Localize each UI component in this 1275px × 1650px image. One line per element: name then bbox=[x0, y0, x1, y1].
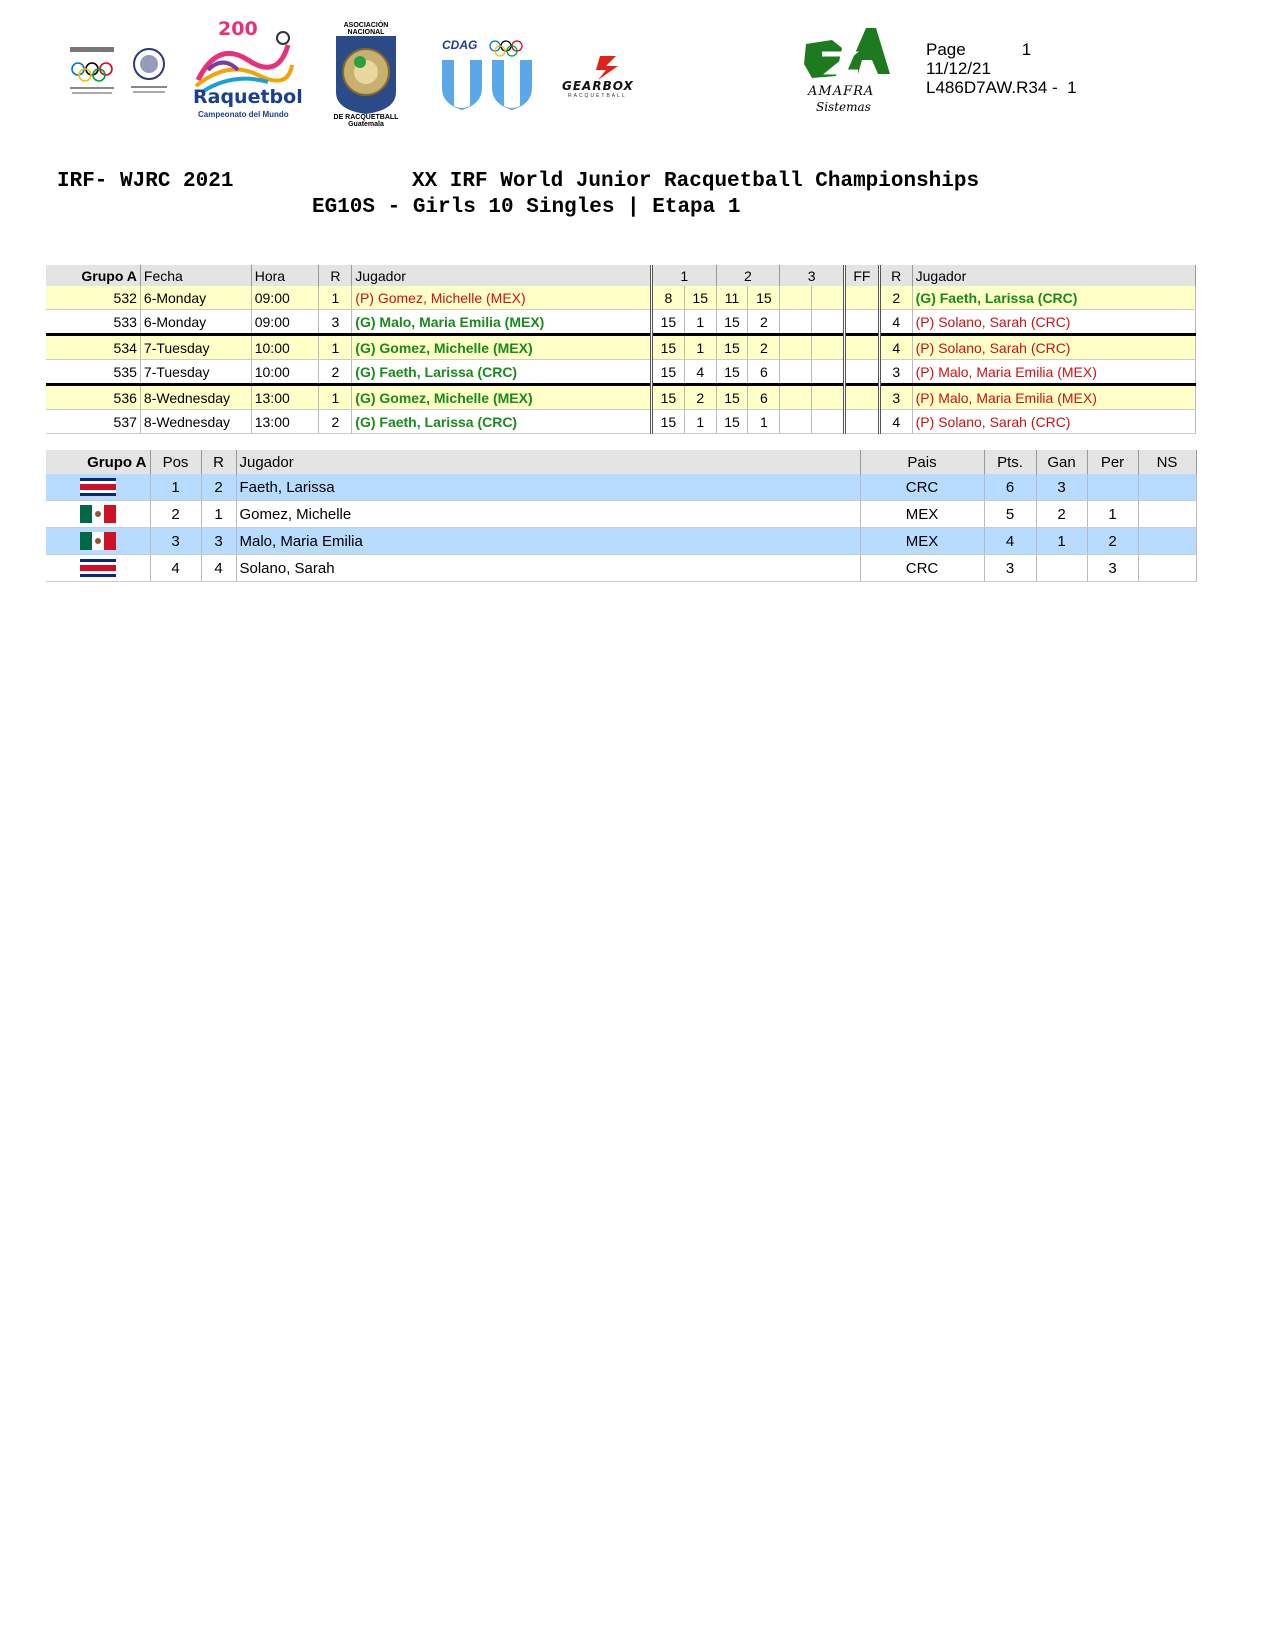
score-g3-p2 bbox=[812, 360, 845, 385]
gearbox-logo-text: GEARBOX bbox=[562, 79, 634, 93]
col-jugador2: Jugador bbox=[912, 265, 1195, 286]
standing-flag-cell bbox=[46, 501, 150, 528]
score-g3-p2 bbox=[812, 385, 845, 410]
col-game-2: 2 bbox=[716, 265, 780, 286]
match-player1: (P) Gomez, Michelle (MEX) bbox=[352, 286, 652, 310]
match-ff bbox=[844, 410, 879, 434]
standing-pais: MEX bbox=[860, 528, 984, 555]
col-ff: FF bbox=[844, 265, 879, 286]
score-g2-p1: 15 bbox=[716, 410, 748, 434]
col-fecha: Fecha bbox=[140, 265, 251, 286]
st-col-pos: Pos bbox=[150, 450, 201, 474]
match-fecha: 6-Monday bbox=[140, 310, 251, 335]
match-ff bbox=[844, 335, 879, 360]
amafra-logo-sub: Sistemas bbox=[816, 100, 871, 114]
match-fecha: 7-Tuesday bbox=[140, 360, 251, 385]
asociacion-logo-top: ASOCIACIÓN NACIONAL bbox=[343, 22, 389, 36]
score-g3-p1 bbox=[780, 335, 812, 360]
match-ff bbox=[844, 286, 879, 310]
event-short-title: IRF- WJRC 2021 bbox=[57, 170, 234, 193]
standing-r: 3 bbox=[201, 528, 236, 555]
match-r2: 4 bbox=[879, 310, 912, 335]
match-id: 532 bbox=[46, 286, 140, 310]
standing-row bbox=[46, 555, 1196, 582]
asociacion-logo-bottom: DE RACQUETBALL Guatemala bbox=[333, 114, 399, 128]
col-game-3: 3 bbox=[780, 265, 845, 286]
match-player1: (G) Faeth, Larissa (CRC) bbox=[352, 410, 652, 434]
standing-pos: 3 bbox=[150, 528, 201, 555]
standing-gan: 2 bbox=[1036, 501, 1087, 528]
col-r2: R bbox=[879, 265, 912, 286]
standing-pts: 5 bbox=[984, 501, 1036, 528]
standing-r: 1 bbox=[201, 501, 236, 528]
score-g2-p1: 15 bbox=[716, 335, 748, 360]
score-g1-p2: 1 bbox=[684, 310, 716, 335]
score-g2-p1: 11 bbox=[716, 286, 748, 310]
standing-per bbox=[1087, 474, 1138, 501]
score-g3-p2 bbox=[812, 310, 845, 335]
standing-pos: 1 bbox=[150, 474, 201, 501]
score-g1-p2: 1 bbox=[684, 410, 716, 434]
standing-ns bbox=[1138, 501, 1196, 528]
standing-gan bbox=[1036, 555, 1087, 582]
raquetbol-200-number: 200 bbox=[218, 18, 258, 40]
raquetbol-logo-word: Raquetbol bbox=[193, 86, 303, 108]
score-g2-p2: 15 bbox=[748, 286, 780, 310]
col-hora: Hora bbox=[251, 265, 319, 286]
match-row bbox=[46, 410, 1196, 434]
col-game-1: 1 bbox=[651, 265, 716, 286]
standing-row bbox=[46, 528, 1196, 555]
match-player2: (P) Solano, Sarah (CRC) bbox=[912, 410, 1195, 434]
standing-r: 4 bbox=[201, 555, 236, 582]
score-g3-p1 bbox=[780, 310, 812, 335]
score-g2-p2: 2 bbox=[748, 335, 780, 360]
event-title: XX IRF World Junior Racquetball Championships bbox=[412, 170, 980, 193]
match-player1: (G) Gomez, Michelle (MEX) bbox=[352, 335, 652, 360]
match-id: 537 bbox=[46, 410, 140, 434]
col-group: Grupo A bbox=[46, 265, 140, 286]
standing-pais: CRC bbox=[860, 474, 984, 501]
score-g3-p1 bbox=[780, 286, 812, 310]
score-g1-p2: 15 bbox=[684, 286, 716, 310]
standing-r: 2 bbox=[201, 474, 236, 501]
match-player1: (G) Gomez, Michelle (MEX) bbox=[352, 385, 652, 410]
match-player2: (G) Faeth, Larissa (CRC) bbox=[912, 286, 1195, 310]
mexico-flag-icon bbox=[80, 532, 116, 549]
match-r1: 1 bbox=[319, 286, 352, 310]
cdag-logo bbox=[440, 38, 538, 110]
gearbox-logo bbox=[560, 52, 656, 102]
score-g1-p2: 2 bbox=[684, 385, 716, 410]
standing-pts: 4 bbox=[984, 528, 1036, 555]
amafra-logo bbox=[802, 24, 892, 116]
col-r: R bbox=[319, 265, 352, 286]
score-g3-p1 bbox=[780, 410, 812, 434]
score-g2-p1: 15 bbox=[716, 310, 748, 335]
costa-rica-flag-icon bbox=[80, 478, 116, 495]
standing-row bbox=[46, 474, 1196, 501]
amafra-logo-text: AMAFRA bbox=[808, 84, 875, 99]
match-r2: 3 bbox=[879, 360, 912, 385]
st-col-per: Per bbox=[1087, 450, 1138, 474]
category-title: EG10S - Girls 10 Singles | Etapa 1 bbox=[312, 196, 741, 219]
standings-table bbox=[46, 450, 1197, 582]
score-g3-p2 bbox=[812, 410, 845, 434]
score-g1-p1: 15 bbox=[651, 310, 684, 335]
costa-rica-flag-icon bbox=[80, 559, 116, 576]
page-number: 1 bbox=[1021, 40, 1032, 59]
standing-gan: 3 bbox=[1036, 474, 1087, 501]
match-fecha: 8-Wednesday bbox=[140, 385, 251, 410]
match-id: 534 bbox=[46, 335, 140, 360]
match-row bbox=[46, 335, 1196, 360]
match-r1: 3 bbox=[319, 310, 352, 335]
match-r2: 4 bbox=[879, 335, 912, 360]
match-player2: (P) Solano, Sarah (CRC) bbox=[912, 310, 1195, 335]
mexico-flag-icon bbox=[80, 505, 116, 522]
standing-ns bbox=[1138, 555, 1196, 582]
match-player2: (P) Solano, Sarah (CRC) bbox=[912, 335, 1195, 360]
gearbox-logo-sub: RACQUETBALL bbox=[568, 93, 627, 99]
standing-ns bbox=[1138, 528, 1196, 555]
standings-header-row bbox=[46, 450, 1196, 474]
standing-name: Faeth, Larissa bbox=[236, 474, 860, 501]
st-col-r: R bbox=[201, 450, 236, 474]
match-hora: 09:00 bbox=[251, 310, 319, 335]
cdag-logo-text: CDAG bbox=[442, 38, 478, 52]
st-col-pts: Pts. bbox=[984, 450, 1036, 474]
standing-flag-cell bbox=[46, 528, 150, 555]
score-g1-p1: 8 bbox=[651, 286, 684, 310]
score-g1-p1: 15 bbox=[651, 410, 684, 434]
match-ff bbox=[844, 385, 879, 410]
match-ff bbox=[844, 360, 879, 385]
score-g2-p2: 2 bbox=[748, 310, 780, 335]
match-player2: (P) Malo, Maria Emilia (MEX) bbox=[912, 360, 1195, 385]
match-r1: 2 bbox=[319, 360, 352, 385]
standing-gan: 1 bbox=[1036, 528, 1087, 555]
match-hora: 09:00 bbox=[251, 286, 319, 310]
report-code: L486D7AW.R34 - 1 bbox=[926, 78, 1077, 97]
score-g1-p1: 15 bbox=[651, 360, 684, 385]
score-g2-p2: 6 bbox=[748, 385, 780, 410]
score-g2-p1: 15 bbox=[716, 360, 748, 385]
standing-per: 2 bbox=[1087, 528, 1138, 555]
match-row bbox=[46, 310, 1196, 335]
match-r2: 2 bbox=[879, 286, 912, 310]
score-g1-p2: 4 bbox=[684, 360, 716, 385]
match-row bbox=[46, 286, 1196, 310]
match-fecha: 6-Monday bbox=[140, 286, 251, 310]
col-jugador: Jugador bbox=[352, 265, 652, 286]
match-r2: 4 bbox=[879, 410, 912, 434]
match-id: 533 bbox=[46, 310, 140, 335]
st-col-pais: Pais bbox=[860, 450, 984, 474]
matches-table bbox=[46, 265, 1196, 434]
match-r1: 1 bbox=[319, 385, 352, 410]
match-id: 536 bbox=[46, 385, 140, 410]
report-date: 11/12/21 bbox=[926, 59, 991, 78]
match-player1: (G) Faeth, Larissa (CRC) bbox=[352, 360, 652, 385]
score-g2-p1: 15 bbox=[716, 385, 748, 410]
score-g2-p2: 6 bbox=[748, 360, 780, 385]
page-info bbox=[926, 40, 1077, 97]
match-ff bbox=[844, 310, 879, 335]
standing-ns bbox=[1138, 474, 1196, 501]
match-fecha: 8-Wednesday bbox=[140, 410, 251, 434]
match-row bbox=[46, 360, 1196, 385]
standing-name: Solano, Sarah bbox=[236, 555, 860, 582]
match-r1: 1 bbox=[319, 335, 352, 360]
match-hora: 10:00 bbox=[251, 335, 319, 360]
score-g3-p2 bbox=[812, 286, 845, 310]
olympic-committee-logo bbox=[64, 45, 120, 101]
standing-pos: 4 bbox=[150, 555, 201, 582]
match-r2: 3 bbox=[879, 385, 912, 410]
standing-name: Gomez, Michelle bbox=[236, 501, 860, 528]
match-player2: (P) Malo, Maria Emilia (MEX) bbox=[912, 385, 1195, 410]
match-player1: (G) Malo, Maria Emilia (MEX) bbox=[352, 310, 652, 335]
standing-flag-cell bbox=[46, 474, 150, 501]
st-col-jugador: Jugador bbox=[236, 450, 860, 474]
raquetbol-200-logo bbox=[188, 18, 303, 124]
raquetbol-logo-sub: Campeonato del Mundo bbox=[198, 110, 289, 119]
score-g1-p1: 15 bbox=[651, 335, 684, 360]
standing-flag-cell bbox=[46, 555, 150, 582]
match-id: 535 bbox=[46, 360, 140, 385]
standing-name: Malo, Maria Emilia bbox=[236, 528, 860, 555]
score-g2-p2: 1 bbox=[748, 410, 780, 434]
standing-pos: 2 bbox=[150, 501, 201, 528]
match-fecha: 7-Tuesday bbox=[140, 335, 251, 360]
match-hora: 13:00 bbox=[251, 385, 319, 410]
standing-pts: 6 bbox=[984, 474, 1036, 501]
match-hora: 10:00 bbox=[251, 360, 319, 385]
standing-row bbox=[46, 501, 1196, 528]
st-col-ns: NS bbox=[1138, 450, 1196, 474]
score-g3-p2 bbox=[812, 335, 845, 360]
standing-pais: MEX bbox=[860, 501, 984, 528]
score-g1-p1: 15 bbox=[651, 385, 684, 410]
standing-pts: 3 bbox=[984, 555, 1036, 582]
st-col-gan: Gan bbox=[1036, 450, 1087, 474]
match-row bbox=[46, 385, 1196, 410]
match-hora: 13:00 bbox=[251, 410, 319, 434]
matches-header-row bbox=[46, 265, 1196, 286]
score-g3-p1 bbox=[780, 360, 812, 385]
match-r1: 2 bbox=[319, 410, 352, 434]
standing-per: 3 bbox=[1087, 555, 1138, 582]
asociacion-nacional-logo bbox=[330, 22, 402, 126]
score-g3-p1 bbox=[780, 385, 812, 410]
university-seal-logo bbox=[127, 44, 171, 102]
standing-pais: CRC bbox=[860, 555, 984, 582]
page-label: Page bbox=[926, 40, 966, 59]
score-g1-p2: 1 bbox=[684, 335, 716, 360]
standing-per: 1 bbox=[1087, 501, 1138, 528]
st-col-group: Grupo A bbox=[46, 450, 150, 474]
